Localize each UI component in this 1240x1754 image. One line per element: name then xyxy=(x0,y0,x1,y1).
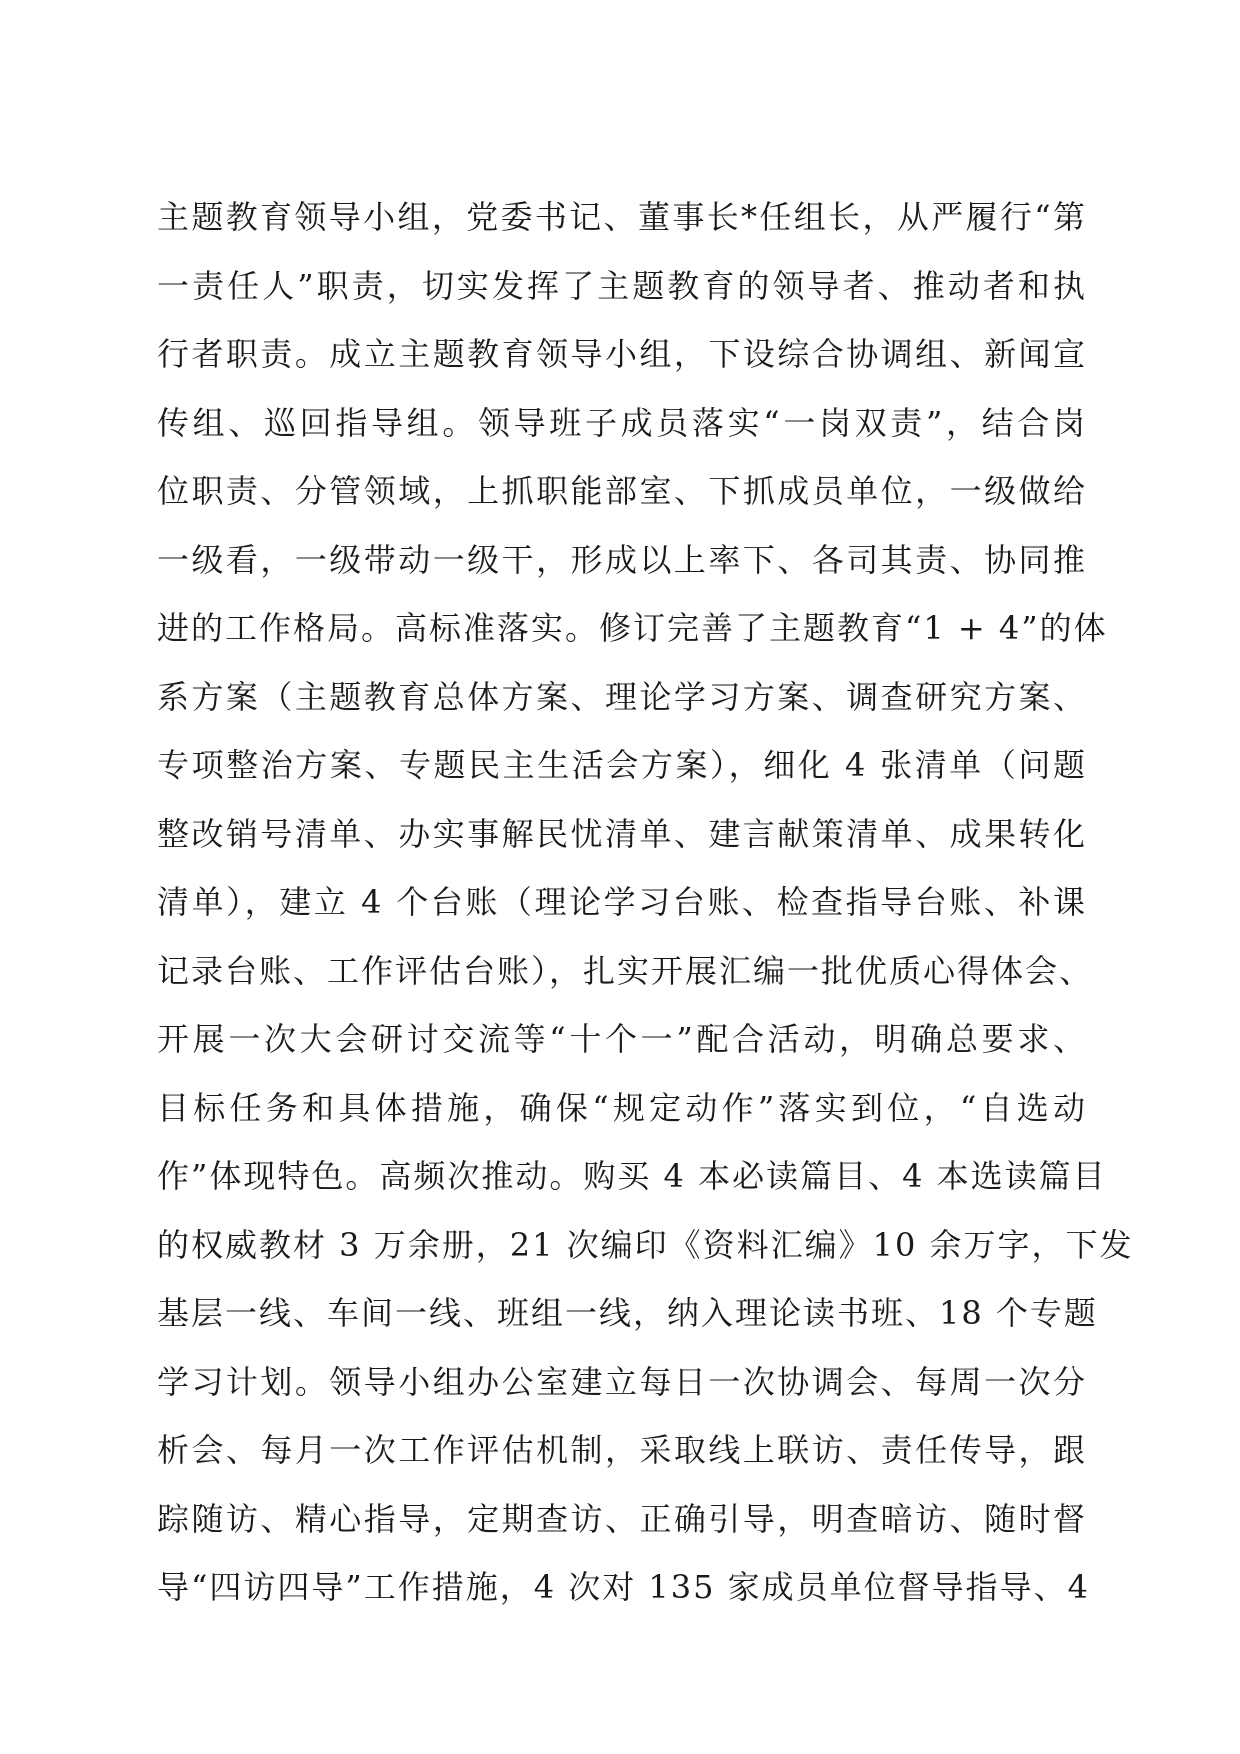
text-line: 目标任务和具体措施，确保“规定动作”落实到位，“自选动 xyxy=(157,1088,1087,1127)
text-line: 析会、每月一次工作评估机制，采取线上联访、责任传导，跟 xyxy=(157,1431,1087,1469)
text-line: 踪随访、精心指导，定期查访、正确引导，明查暗访、随时督 xyxy=(157,1499,1087,1538)
text-line: 开展一次大会研讨交流等“十个一”配合活动，明确总要求、 xyxy=(157,1020,1087,1058)
text-line: 导“四访四导”工作措施，4 次对 135 家成员单位督导指导、4 xyxy=(157,1568,1091,1606)
text-line: 基层一线、车间一线、班组一线，纳入理论读书班、18 个专题 xyxy=(157,1294,1098,1332)
text-line: 进的工作格局。高标准落实。修订完善了主题教育“1 + 4”的体 xyxy=(157,609,1108,647)
body-paragraph xyxy=(157,183,1134,1622)
text-line: 位职责、分管领域，上抓职能部室、下抓成员单位，一级做给 xyxy=(157,472,1087,510)
text-line: 学习计划。领导小组办公室建立每日一次协调会、每周一次分 xyxy=(157,1362,1087,1401)
text-line: 作”体现特色。高频次推动。购买 4 本必读篇目、4 本选读篇目 xyxy=(157,1157,1107,1195)
text-line: 整改销号清单、办实事解民忧清单、建言献策清单、成果转化 xyxy=(157,814,1087,853)
text-line: 行者职责。成立主题教育领导小组，下设综合协调组、新闻宣 xyxy=(157,335,1087,373)
text-line: 传组、巡回指导组。领导班子成员落实“一岗双责”，结合岗 xyxy=(157,403,1087,442)
text-line: 一级看，一级带动一级干，形成以上率下、各司其责、协同推 xyxy=(157,540,1087,579)
text-line: 清单），建立 4 个台账（理论学习台账、检查指导台账、补课 xyxy=(157,883,1087,921)
text-line: 的权威教材 3 万余册，21 次编印《资料汇编》10 余万字，下发 xyxy=(157,1225,1134,1264)
text-line: 记录台账、工作评估台账），扎实开展汇编一批优质心得体会、 xyxy=(157,951,1094,990)
text-line: 系方案（主题教育总体方案、理论学习方案、调查研究方案、 xyxy=(157,677,1087,716)
text-line: 专项整治方案、专题民主生活会方案），细化 4 张清单（问题 xyxy=(157,746,1087,784)
text-line: 一责任人”职责，切实发挥了主题教育的领导者、推动者和执 xyxy=(157,266,1087,305)
text-line: 主题教育领导小组，党委书记、董事长*任组长，从严履行“第 xyxy=(157,198,1087,236)
